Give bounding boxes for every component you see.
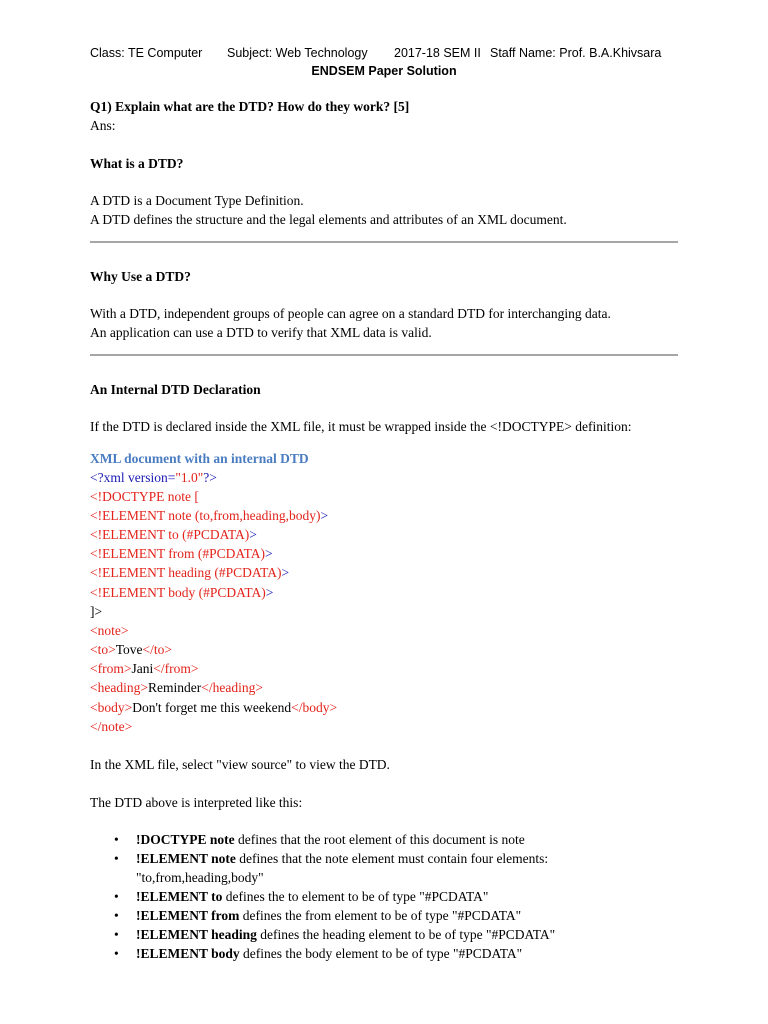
code-token: <heading> xyxy=(90,680,148,695)
code-token: > xyxy=(249,527,257,542)
code-token: ?> xyxy=(203,470,217,485)
list-item-text: defines the from element to be of type "#PCDATA" xyxy=(239,908,522,923)
code-line: </note> xyxy=(90,719,133,734)
code-line xyxy=(90,470,217,486)
code-token: <body> xyxy=(90,700,133,715)
code-line xyxy=(90,661,198,677)
divider-1 xyxy=(90,241,678,243)
code-token: Don't forget me this weekend xyxy=(132,700,292,715)
code-token: </from> xyxy=(153,661,199,676)
code-token: <!ELEMENT body (#PCDATA) xyxy=(90,585,266,600)
subject-label: Subject: Web Technology xyxy=(227,46,368,60)
list-item xyxy=(90,925,690,944)
internal-heading: An Internal DTD Declaration xyxy=(90,382,261,397)
code-token: <!ELEMENT heading (#PCDATA) xyxy=(90,565,282,580)
code-line xyxy=(90,700,337,716)
code-token: </body> xyxy=(291,700,338,715)
list-item-term: !DOCTYPE note xyxy=(136,832,235,847)
code-token: </heading> xyxy=(201,680,263,695)
bullet-icon: • xyxy=(114,927,119,942)
list-item-term: !ELEMENT body xyxy=(136,946,240,961)
what-line-1: A DTD is a Document Type Definition. xyxy=(90,193,304,208)
view-source-text: In the XML file, select "view source" to view the DTD. xyxy=(90,757,390,772)
bullet-icon: • xyxy=(114,889,119,904)
list-item-term: !ELEMENT from xyxy=(136,908,240,923)
code-token: <!ELEMENT to (#PCDATA) xyxy=(90,527,250,542)
code-line xyxy=(90,527,257,543)
question-heading: Q1) Explain what are the DTD? How do they work? [5] xyxy=(90,99,410,114)
code-line: <!DOCTYPE note [ xyxy=(90,489,199,504)
staff-label: Staff Name: Prof. B.A.Khivsara xyxy=(490,46,662,60)
code-line: ]> xyxy=(90,604,103,619)
list-item xyxy=(90,887,690,906)
session-label: 2017-18 SEM II xyxy=(394,46,481,60)
code-token: > xyxy=(320,508,329,523)
list-item-continuation xyxy=(90,868,690,887)
code-line xyxy=(90,642,172,658)
code-line xyxy=(90,680,263,696)
internal-description: If the DTD is declared inside the XML file, it must be wrapped inside the <!DOCTYPE> definition: xyxy=(90,419,632,434)
list-item-term: !ELEMENT to xyxy=(136,889,223,904)
code-line xyxy=(90,585,273,601)
list-item-text: defines that the root element of this document is note xyxy=(234,832,525,847)
list-item xyxy=(90,944,690,963)
code-token: <to> xyxy=(90,642,116,657)
list-item-text: defines the to element to be of type "#PCDATA" xyxy=(222,889,489,904)
list-item-text: defines that the note element must contain four elements: xyxy=(235,851,549,866)
code-title: XML document with an internal DTD xyxy=(90,451,309,466)
class-label: Class: TE Computer xyxy=(90,46,203,60)
code-line xyxy=(90,546,273,562)
bullet-icon: • xyxy=(114,946,119,961)
list-item-text: "to,from,heading,body" xyxy=(136,870,264,885)
dtd-interpretation-list xyxy=(90,830,690,963)
code-token: <!ELEMENT note (to,from,heading,body) xyxy=(90,508,321,523)
list-item xyxy=(90,906,690,925)
why-line-2: An application can use a DTD to verify that XML data is valid. xyxy=(90,325,432,340)
list-item xyxy=(90,849,690,868)
code-token: <from> xyxy=(90,661,132,676)
code-token: > xyxy=(265,585,274,600)
code-token: Jani xyxy=(131,661,154,676)
what-heading: What is a DTD? xyxy=(90,156,184,171)
code-token: > xyxy=(281,565,290,580)
list-item-text: defines the body element to be of type "#PCDATA" xyxy=(239,946,523,961)
what-line-2: A DTD defines the structure and the legal elements and attributes of an XML document. xyxy=(90,212,567,227)
why-line-1: With a DTD, independent groups of people can agree on a standard DTD for interchanging data. xyxy=(90,306,611,321)
list-item-term: !ELEMENT heading xyxy=(136,927,257,942)
code-line xyxy=(90,565,289,581)
list-item xyxy=(90,830,690,849)
code-token: > xyxy=(265,546,273,561)
why-heading: Why Use a DTD? xyxy=(90,269,191,284)
page-title: ENDSEM Paper Solution xyxy=(311,64,457,78)
bullet-icon: • xyxy=(114,851,119,866)
code-token: <!ELEMENT from (#PCDATA) xyxy=(90,546,266,561)
code-token: <?xml version= xyxy=(90,470,176,485)
code-token: "1.0" xyxy=(175,470,204,485)
code-token: </to> xyxy=(142,642,173,657)
interpreted-text: The DTD above is interpreted like this: xyxy=(90,795,303,810)
code-token: Tove xyxy=(115,642,143,657)
code-token: Reminder xyxy=(147,680,202,695)
answer-label: Ans: xyxy=(90,118,116,133)
list-item-term: !ELEMENT note xyxy=(136,851,236,866)
list-item-text: defines the heading element to be of type "#PCDATA" xyxy=(256,927,556,942)
bullet-icon: • xyxy=(114,908,119,923)
code-line: <note> xyxy=(90,623,129,638)
divider-2 xyxy=(90,354,678,356)
code-line xyxy=(90,508,328,524)
bullet-icon: • xyxy=(114,832,119,847)
